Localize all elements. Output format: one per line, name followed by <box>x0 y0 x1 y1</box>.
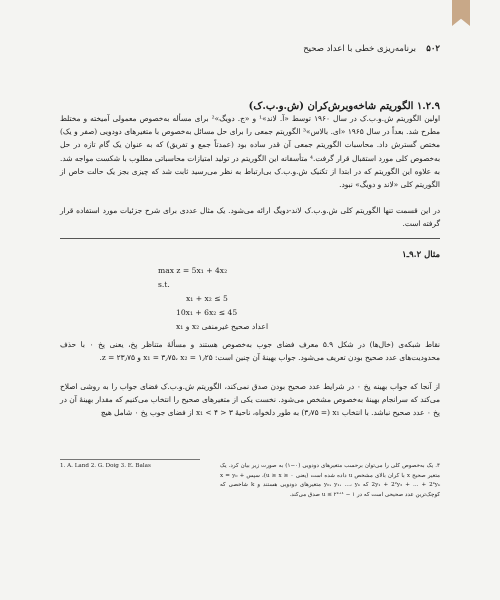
footnote-divider <box>60 459 200 460</box>
section-divider <box>60 238 440 239</box>
body-paragraph-2: از آنجا که جواب بهینه پخ ۰ در شرایط عدد صحیح بودن صدق نمی‌کند، الگوریتم ش.و.ب.ک فضای جواب را به روشی اصلاح می‌کند که سرانجام بهینهٔ به‌خصوص مشخص می‌شود. نخست یکی از متغیرهای صحیح را انتخاب می‌کنیم که مقدار بهینهٔ آن در پخ ۰ عدد صحیح نباشد. با انتخاب x₁ (= ۳٫۷۵) به طور دلخواه، ناحیهٔ ۳ < x₁ < ۴ از فضای جوب پخ ۰ شامل هیچ <box>60 382 440 418</box>
constraint-2: 10x₁ + 6x₂ ≤ 45 <box>176 308 238 317</box>
objective-function: max z = 5x₁ + 4x₂ <box>158 266 228 275</box>
running-header <box>60 42 440 56</box>
intro-paragraph-2: در این قسمت تنها الگوریتم کلی ش.و.ب.ک لاند‑دویگ ارائه می‌شود. یک مثال عددی برای شرح جزئیات مورد استفاده قرار گرفته است. <box>60 206 440 229</box>
intro-paragraph: اولین الگوریتم ش.و.ب.ک در سال ۱۹۶۰ توسط «آ. لاند»¹ و «ج. دویگ»² برای مسأله به‌خصوص معمولی آمیخته و مختلط مطرح شد. بعداً در سال ۱۹۶۵ «ای. بالاس»³ الگوریتم جمعی را برای حل مسائل به‌خصوص با متغیرهای دودویی (صفر و یک) مختص گسترش داد. محاسبات الگوریتم جمعی آن قدر ساده بود (عمدتاً جمع و تفریق) که به عنوان یک گام تازه در حل به‌خصوص کلی مورد استقبال قرار گرفت.⁴ متأسفانه این الگوریتم در تولید امتیازات محاسباتی مطلوب با شکست مواجه شد. به علاوه این الگوریتم که در ابتدا از تکنیک ش.و.ب.ک بی‌ارتباط به نظر می‌رسید ثابت شد که چیزی بجز یک حالت خاص از الگوریتم کلی «لاند و دویگ» نبود. <box>60 114 441 190</box>
section-title: الگوریتم شاخه‌وبرش‌کران (ش.و.ب.ک) <box>248 101 414 112</box>
footnote-4: ۴. یک به‌خصوص کلی را می‌توان برحسب متغیرهای دودویی (۰−۱) به صورت زیر بیان کرد. یک متغیر صحیح x با کران بالای مشخص u داده شده است (یعنی u ≥ x ≥ ۰)، سپس x = y₀ + 2y₁ + 2²y₂ + … + 2ᵏyₖ که y₀، y₁، …، yₖ متغیرهای دودویی هستند و k شاخصی که کوچک‌ترین عدد صحیحی است که در u ≤ ۲ᵏ⁺¹ − ۱ صدق می‌کند. <box>220 463 441 498</box>
body-paragraph-1: نقاط شبکه‌ی (خال‌ها) در شکل ۵.۹ معرف فضای جوب به‌خصوص هستند و مسألهٔ متناظر پخ، یعنی پخ ۰ با حذف محدودیت‌های عدد صحیح بودن تعریف می‌شود. جواب بهینهٔ آن چنین است: x₁ = ۳٫۷۵، x₂ = ۱٫۲۵ و z = ۲۳٫۷۵. <box>60 340 440 363</box>
section-number: ۱.۲.۹ <box>416 101 440 112</box>
constraint-3: x₁ و x₂ اعداد صحیح غیرمنفی <box>176 322 269 331</box>
footnotes-latin: 1. A. Land 2. G. Doig 3. E. Balas <box>60 463 151 469</box>
example-heading: مثال ۹.۲ـ۱ <box>401 250 440 260</box>
page-number: ۵۰۲ <box>426 44 440 54</box>
running-title: برنامه‌ریزی خطی با اعداد صحیح <box>303 44 416 54</box>
constraint-1: x₁ + x₂ ≤ 5 <box>186 294 228 303</box>
subject-to-label: s.t. <box>158 280 170 289</box>
bookmark-ribbon-icon[interactable] <box>452 0 470 26</box>
